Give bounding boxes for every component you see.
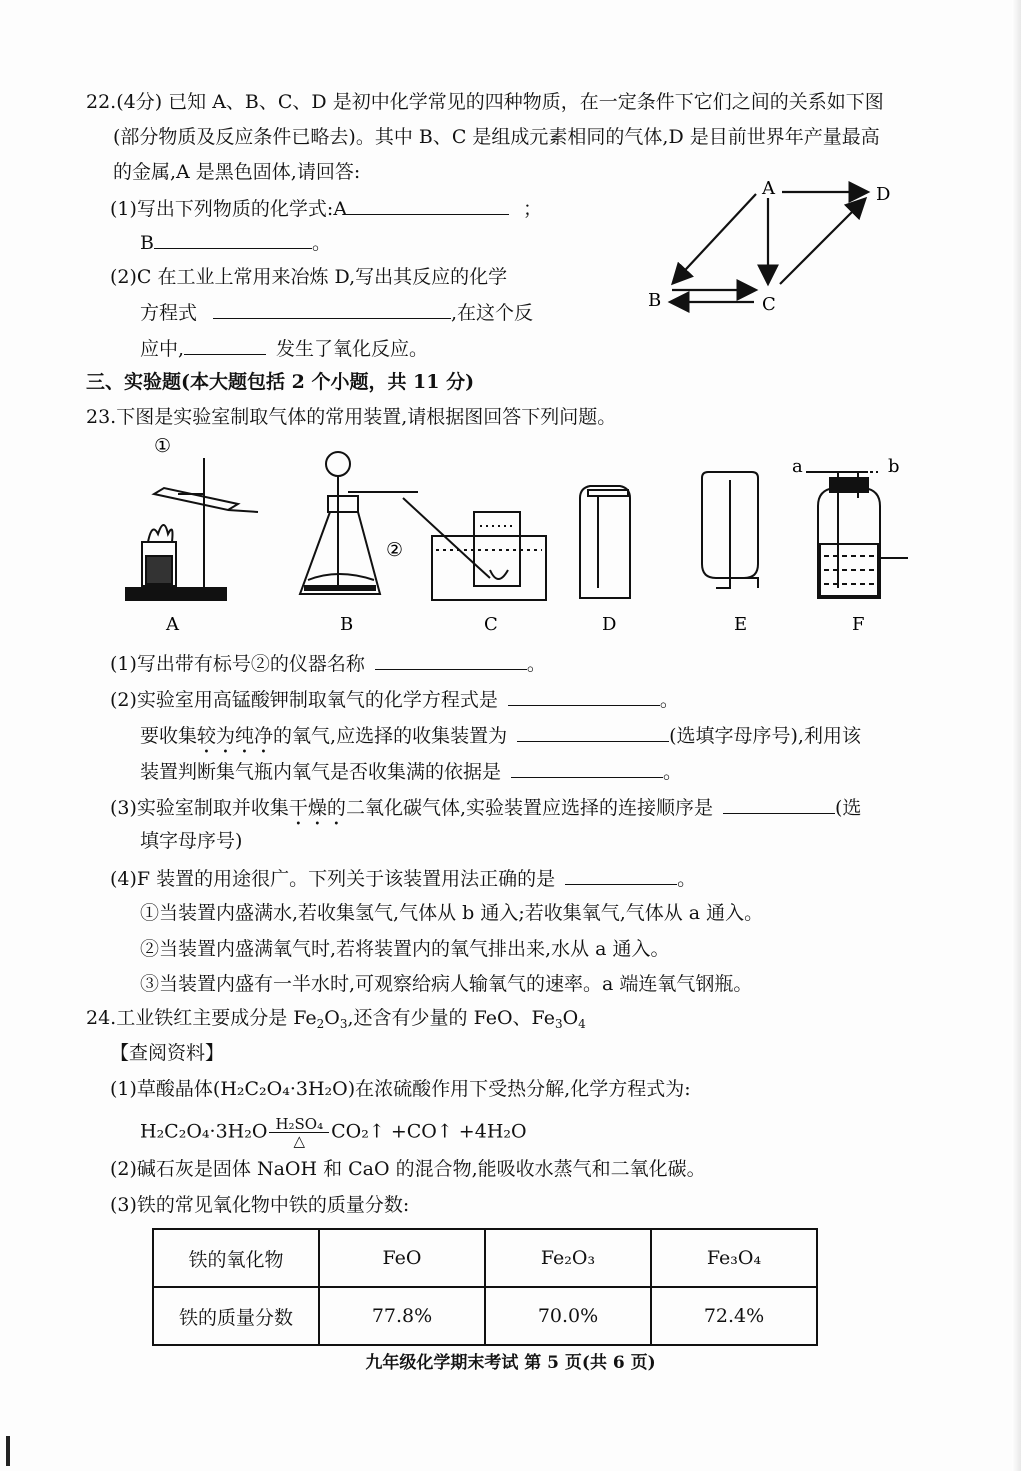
- q23-part3b: 填字母序号): [140, 830, 243, 852]
- apparatus-label-a: A: [166, 614, 179, 635]
- answer-blank-equation[interactable]: [213, 300, 451, 319]
- q24-stem-o1: O: [324, 1007, 340, 1029]
- q23-option-3: ③当装置内盛有一半水时,可观察给病人输氧气的速率。a 端连氧气钢瓶。: [140, 973, 753, 995]
- q23-part2b-mid: 的氧气,应选择的收集装置为: [273, 725, 508, 747]
- node-d: D: [876, 184, 891, 205]
- q23-option-1: ①当装置内盛满水,若收集氢气,气体从 b 通入;若收集氧气,气体从 a 通入。: [140, 902, 764, 924]
- q22-part1b-end: 。: [311, 232, 331, 254]
- table-cell: 72.4%: [651, 1287, 817, 1345]
- table-header-row: [153, 1229, 817, 1287]
- q22-part2b-post: ,在这个反: [451, 302, 534, 324]
- q24-stem-mid: ,还含有少量的 FeO、Fe: [347, 1007, 555, 1029]
- table-row: [153, 1287, 817, 1345]
- q24-stem-pre: 24.工业铁红主要成分是 Fe: [86, 1007, 317, 1029]
- relation-diagram: [640, 172, 910, 322]
- equation-condition: [269, 1116, 329, 1149]
- section-3-heading: 三、实验题(本大题包括 2 个小题，共 11 分): [86, 371, 475, 393]
- table-cell: 77.8%: [319, 1287, 485, 1345]
- iron-oxide-table: [152, 1228, 818, 1346]
- equation-catalyst: H₂SO₄: [269, 1116, 329, 1133]
- q23-part2b-post: (选填字母序号),利用该: [669, 725, 861, 747]
- q22-line3: 的金属,A 是黑色固体,请回答:: [113, 161, 361, 183]
- apparatus-e-drawing: [702, 472, 758, 588]
- apparatus-f-drawing: [806, 472, 908, 598]
- equation-heat-symbol: △: [293, 1132, 306, 1150]
- q22-part2b: [140, 300, 533, 325]
- q23-part1: [110, 651, 546, 676]
- q24-reference-title: 【查阅资料】: [110, 1042, 225, 1064]
- answer-blank-kmno4-equation[interactable]: [508, 687, 660, 706]
- q23-part3-pre: (3)实验室制取并收集: [110, 797, 289, 819]
- q22-part1b: [140, 230, 331, 255]
- q22-part1a-end: ；: [523, 198, 543, 220]
- table-cell: 70.0%: [485, 1287, 651, 1345]
- q23-part2-text: (2)实验室用高锰酸钾制取氧气的化学方程式是: [110, 689, 498, 711]
- q24-sub-4: 4: [578, 1017, 586, 1031]
- equation-products: CO₂↑ +CO↑ +4H₂O: [331, 1120, 527, 1143]
- q23-part2b-emphasis: 较为纯净: [197, 725, 274, 747]
- answer-blank-full-criterion[interactable]: [511, 759, 663, 778]
- table-header-cell: Fe₃O₄: [651, 1229, 817, 1287]
- label-marker-1: ①: [154, 438, 172, 457]
- q23-part2b-pre: 要收集: [140, 725, 198, 747]
- q24-sub-3b: 3: [554, 1017, 563, 1031]
- apparatus-b-drawing: [300, 452, 418, 594]
- answer-blank-a[interactable]: [347, 196, 509, 215]
- q24-stem: [86, 1006, 586, 1030]
- scan-mark: [6, 1436, 10, 1466]
- label-marker-2: ②: [386, 539, 404, 561]
- apparatus-label-e: E: [734, 614, 748, 635]
- answer-blank-connection-order[interactable]: [723, 795, 835, 814]
- q24-ref-2: (2)碱石灰是固体 NaOH 和 CaO 的混合物,能吸收水蒸气和二氧化碳。: [110, 1158, 706, 1180]
- q22-part1a: [110, 196, 542, 221]
- q23-option-2: ②当装置内盛满氧气时,若将装置内的氧气排出来,水从 a 通入。: [140, 938, 670, 960]
- apparatus-d-drawing: [580, 486, 630, 598]
- q24-equation: [140, 1116, 527, 1149]
- scan-shadow: [1012, 0, 1021, 1471]
- q23-part2-end: 。: [659, 689, 679, 711]
- q23-stem: 23.下图是实验室制取气体的常用装置,请根据图回答下列问题。: [86, 406, 617, 428]
- table-cell: 铁的质量分数: [153, 1287, 319, 1345]
- q22-part2a: (2)C 在工业上常用来冶炼 D,写出其反应的化学: [110, 266, 508, 288]
- q22-part2c: [140, 336, 428, 361]
- answer-blank-f-usage[interactable]: [565, 866, 677, 885]
- q24-ref-3: (3)铁的常见氧化物中铁的质量分数:: [110, 1194, 410, 1216]
- table-header-cell: Fe₂O₃: [485, 1229, 651, 1287]
- q22-line2: (部分物质及反应条件已略去)。其中 B、C 是组成元素相同的气体,D 是目前世界年产量最高: [113, 126, 880, 148]
- q24-sub-2: 2: [316, 1017, 325, 1031]
- q23-part2c-text: 装置判断集气瓶内氧气是否收集满的依据是: [140, 761, 502, 783]
- arrow-c-d: [780, 200, 864, 284]
- q23-part3-mid: 二氧化碳气体,实验装置应选择的连接顺序是: [345, 797, 713, 819]
- label-port-b: b: [888, 456, 900, 477]
- q24-sub-3: 3: [339, 1017, 348, 1031]
- q24-ref-1: (1)草酸晶体(H₂C₂O₄·3H₂O)在浓硫酸作用下受热分解,化学方程式为:: [110, 1078, 691, 1100]
- label-port-a: a: [792, 456, 803, 477]
- page-footer: 九年级化学期末考试 第 5 页(共 6 页): [365, 1353, 656, 1373]
- q23-part4-end: 。: [677, 868, 697, 890]
- answer-blank-b[interactable]: [154, 230, 312, 249]
- apparatus-label-b: B: [340, 614, 354, 635]
- q23-part1-text: (1)写出带有标号②的仪器名称: [110, 653, 365, 675]
- q24-stem-o2: O: [562, 1007, 579, 1029]
- q22-line1: 22.(4分) 已知 A、B、C、D 是初中化学常见的四种物质，在一定条件下它们之间的关系如下图: [86, 91, 884, 113]
- arrow-a-b: [674, 194, 756, 282]
- answer-blank-instrument[interactable]: [375, 651, 527, 670]
- q22-part2c-pre: 应中,: [140, 338, 185, 360]
- q23-part2: [110, 687, 679, 712]
- apparatus-figure: [118, 438, 918, 638]
- apparatus-a-drawing: [126, 458, 258, 600]
- q23-part3: [110, 795, 861, 830]
- q23-part2c: [140, 759, 682, 784]
- q23-part3-emphasis: 干燥的: [288, 797, 346, 819]
- apparatus-label-c: C: [484, 614, 498, 635]
- q23-part2b: [140, 723, 861, 758]
- node-a: A: [762, 178, 775, 199]
- apparatus-label-f: F: [852, 614, 865, 635]
- answer-blank-collection-device[interactable]: [517, 723, 669, 742]
- q23-part2c-end: 。: [663, 761, 683, 783]
- apparatus-c-drawing: [403, 498, 546, 600]
- node-b: B: [648, 290, 662, 311]
- q22-part1b-text: B: [140, 232, 154, 254]
- table-header-cell: FeO: [319, 1229, 485, 1287]
- q22-part1a-text: (1)写出下列物质的化学式:A: [110, 198, 348, 220]
- answer-blank-oxidized[interactable]: [184, 336, 266, 355]
- q23-part4: [110, 866, 696, 891]
- equation-reactant: H₂C₂O₄·3H₂O: [140, 1120, 268, 1143]
- node-c: C: [762, 294, 776, 315]
- q23-part3-post: (选: [834, 797, 862, 819]
- table-header-cell: 铁的氧化物: [153, 1229, 319, 1287]
- q23-part1-end: 。: [526, 653, 546, 675]
- apparatus-label-d: D: [602, 614, 617, 635]
- q23-part4-text: (4)F 装置的用途很广。下列关于该装置用法正确的是: [110, 868, 556, 890]
- q22-part2b-pre: 方程式: [140, 302, 198, 324]
- q22-part2c-post: 发生了氧化反应。: [276, 338, 429, 360]
